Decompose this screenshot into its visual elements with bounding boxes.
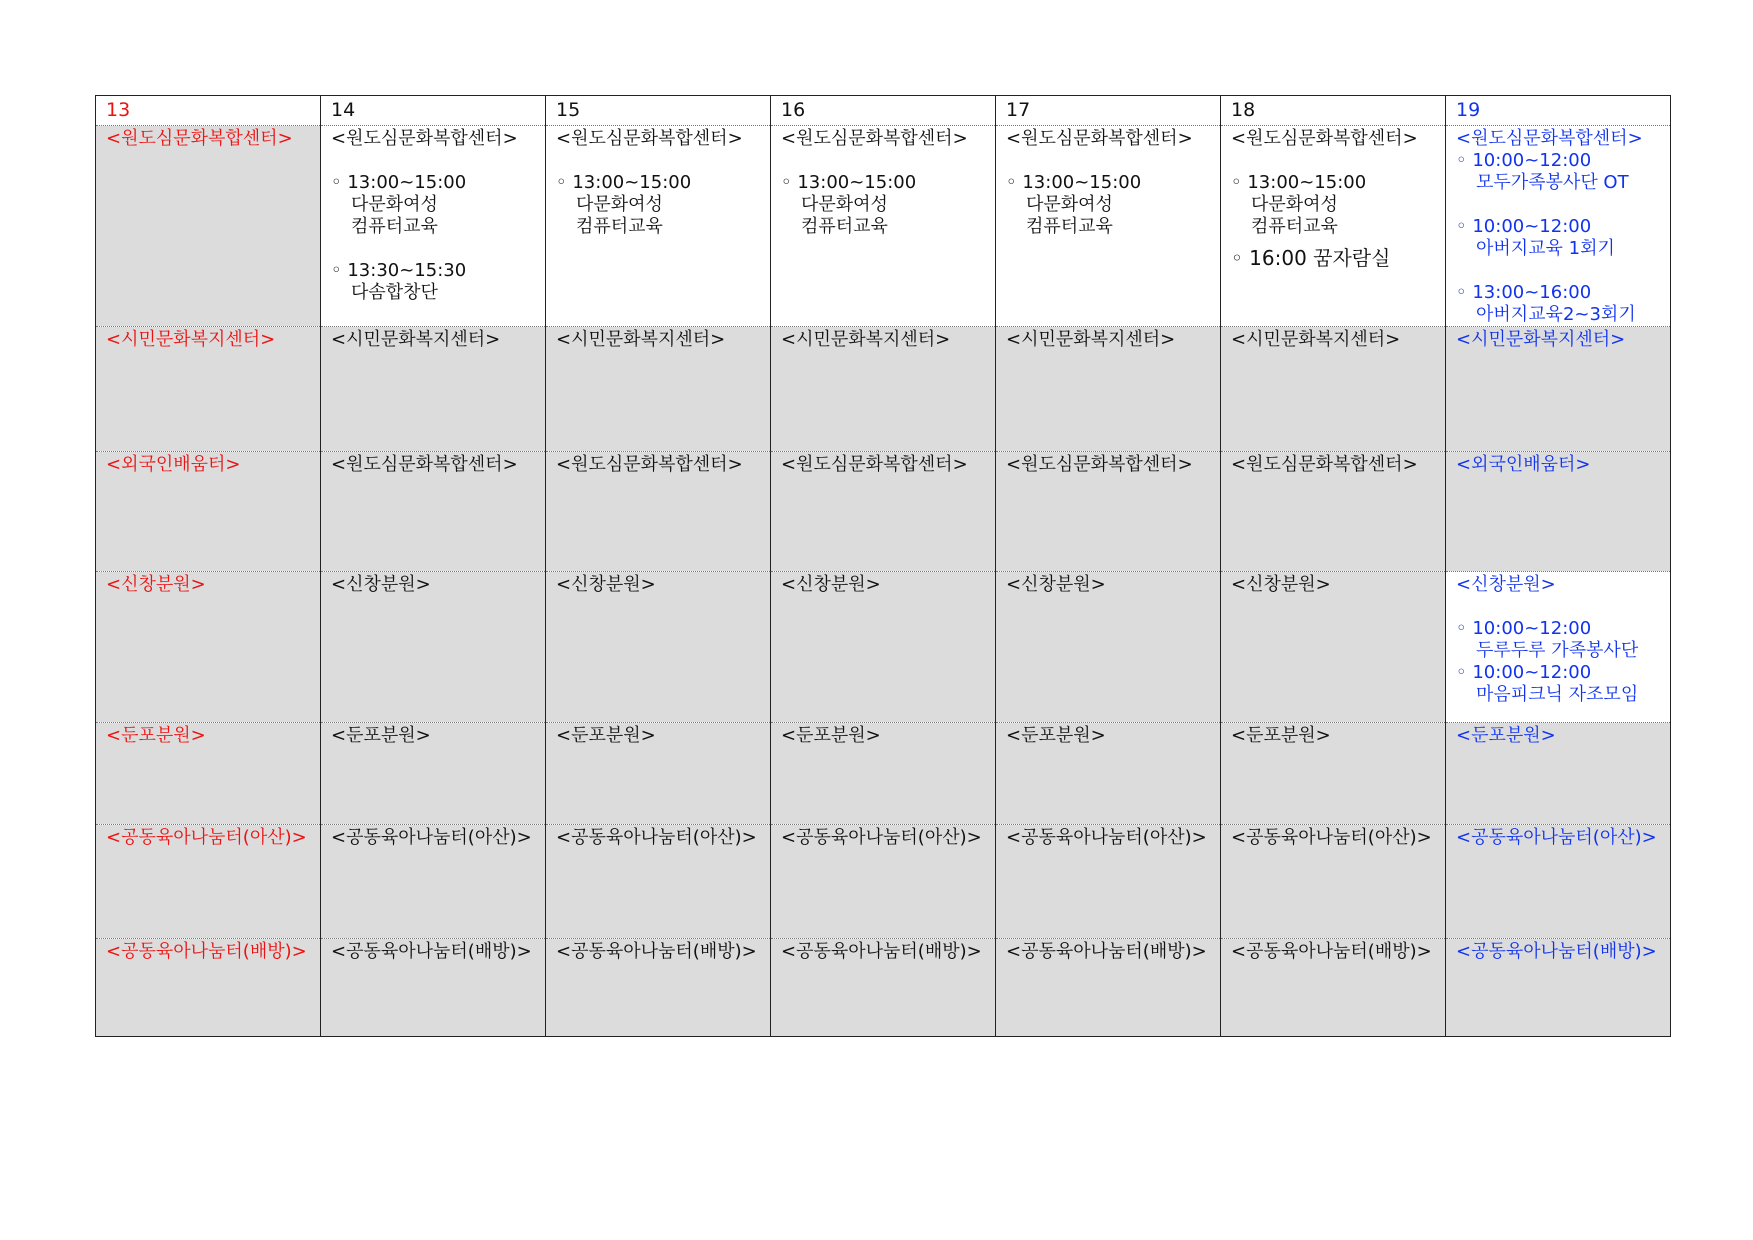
event-title: 마음피크닉 자조모임 — [1476, 684, 1639, 705]
venue-label: <신창분원> — [1456, 574, 1556, 595]
venue-row — [96, 327, 1671, 452]
venue-label: <둔포분원> — [556, 725, 656, 746]
event-title: 모두가족봉사단 OT — [1476, 172, 1629, 193]
schedule-cell — [1446, 452, 1671, 572]
schedule-cell — [321, 723, 546, 825]
venue-label: <공동육아나눔터(배방)> — [106, 941, 307, 962]
event-item — [331, 260, 545, 304]
venue-label: <외국인배움터> — [1456, 454, 1591, 475]
event-time: ◦ 13:00~15:00 — [1006, 172, 1220, 194]
venue-label: <둔포분원> — [1231, 725, 1331, 746]
date-cell: 17 — [996, 96, 1221, 126]
date-header-row — [96, 96, 1671, 126]
venue-label: <원도심문화복합센터> — [781, 454, 968, 475]
event-item — [556, 172, 770, 238]
event-time: ◦ 10:00~12:00 — [1456, 216, 1670, 238]
date-cell: 16 — [771, 96, 996, 126]
schedule-cell — [996, 572, 1221, 723]
venue-label: <공동육아나눔터(아산)> — [1231, 827, 1432, 848]
schedule-cell — [546, 939, 771, 1037]
venue-label: <공동육아나눔터(아산)> — [556, 827, 757, 848]
schedule-cell — [546, 452, 771, 572]
schedule-cell — [321, 572, 546, 723]
event-title: 컴퓨터교육 — [351, 216, 438, 237]
venue-label: <공동육아나눔터(배방)> — [781, 941, 982, 962]
venue-label: <원도심문화복합센터> — [556, 454, 743, 475]
date-cell-sun: 19 — [1446, 96, 1671, 126]
schedule-cell — [771, 327, 996, 452]
venue-label: <공동육아나눔터(배방)> — [556, 941, 757, 962]
schedule-cell — [546, 723, 771, 825]
event-item — [331, 172, 545, 238]
venue-label: <공동육아나눔터(아산)> — [1456, 827, 1657, 848]
event-title: 다문화여성 — [351, 194, 438, 215]
schedule-cell — [996, 825, 1221, 939]
event-time: ◦ 10:00~12:00 — [1456, 662, 1670, 684]
schedule-cell — [321, 126, 546, 327]
schedule-cell — [996, 452, 1221, 572]
event-title: 다문화여성 — [1251, 194, 1338, 215]
date-cell: 14 — [321, 96, 546, 126]
venue-label: <시민문화복지센터> — [1456, 329, 1626, 350]
venue-row — [96, 452, 1671, 572]
schedule-cell — [1221, 126, 1446, 327]
event-time: ◦ 13:30~15:30 — [331, 260, 545, 282]
venue-label: <시민문화복지센터> — [556, 329, 726, 350]
event-item — [1456, 282, 1670, 326]
venue-label: <공동육아나눔터(아산)> — [781, 827, 982, 848]
event-item — [1006, 172, 1220, 238]
event-item — [1456, 618, 1670, 662]
schedule-cell — [321, 939, 546, 1037]
venue-label: <원도심문화복합센터> — [1006, 128, 1193, 149]
date-cell: 15 — [546, 96, 771, 126]
schedule-cell — [321, 452, 546, 572]
event-title: 컴퓨터교육 — [1026, 216, 1113, 237]
event-time: ◦ 13:00~16:00 — [1456, 282, 1670, 304]
schedule-cell — [1446, 939, 1671, 1037]
venue-label: <둔포분원> — [1006, 725, 1106, 746]
schedule-cell — [1446, 126, 1671, 327]
event-title: 컴퓨터교육 — [1251, 216, 1338, 237]
schedule-cell — [1446, 825, 1671, 939]
event-title: 다문화여성 — [1026, 194, 1113, 215]
event-time: ◦ 16:00 꿈자람실 — [1231, 244, 1445, 272]
schedule-cell — [321, 327, 546, 452]
event-item — [1231, 172, 1445, 238]
event-time: ◦ 10:00~12:00 — [1456, 150, 1670, 172]
schedule-cell — [96, 939, 321, 1037]
schedule-cell — [771, 825, 996, 939]
venue-row — [96, 572, 1671, 723]
venue-label: <공동육아나눔터(아산)> — [331, 827, 532, 848]
schedule-cell — [1446, 723, 1671, 825]
schedule-cell — [771, 572, 996, 723]
venue-label: <신창분원> — [556, 574, 656, 595]
venue-label: <신창분원> — [781, 574, 881, 595]
venue-label: <공동육아나눔터(배방)> — [1456, 941, 1657, 962]
venue-label: <공동육아나눔터(배방)> — [1006, 941, 1207, 962]
schedule-cell — [546, 327, 771, 452]
event-title: 두루두루 가족봉사단 — [1476, 640, 1639, 661]
venue-label: <신창분원> — [1006, 574, 1106, 595]
schedule-cell — [546, 572, 771, 723]
event-item — [781, 172, 995, 238]
venue-label: <신창분원> — [331, 574, 431, 595]
schedule-cell — [1221, 452, 1446, 572]
schedule-cell — [96, 126, 321, 327]
venue-label: <원도심문화복합센터> — [1006, 454, 1193, 475]
event-title: 컴퓨터교육 — [801, 216, 888, 237]
date-cell: 18 — [1221, 96, 1446, 126]
venue-label: <원도심문화복합센터> — [781, 128, 968, 149]
schedule-cell — [1221, 572, 1446, 723]
schedule-cell — [1446, 572, 1671, 723]
venue-label: <둔포분원> — [1456, 725, 1556, 746]
venue-label: <공동육아나눔터(배방)> — [331, 941, 532, 962]
schedule-cell — [546, 126, 771, 327]
venue-label: <공동육아나눔터(배방)> — [1231, 941, 1432, 962]
event-title: 아버지교육 1회기 — [1476, 238, 1615, 259]
venue-row — [96, 939, 1671, 1037]
event-title: 아버지교육2~3회기 — [1476, 304, 1636, 325]
schedule-cell — [771, 126, 996, 327]
schedule-cell — [96, 327, 321, 452]
event-title: 다문화여성 — [576, 194, 663, 215]
schedule-cell — [996, 723, 1221, 825]
event-time: ◦ 10:00~12:00 — [1456, 618, 1670, 640]
venue-label: <둔포분원> — [781, 725, 881, 746]
event-item — [1456, 662, 1670, 706]
venue-label: <시민문화복지센터> — [1006, 329, 1176, 350]
schedule-cell — [96, 452, 321, 572]
weekly-schedule-table — [95, 95, 1671, 1037]
venue-label: <공동육아나눔터(아산)> — [1006, 827, 1207, 848]
venue-label: <신창분원> — [106, 574, 206, 595]
venue-label: <시민문화복지센터> — [331, 329, 501, 350]
event-time: ◦ 13:00~15:00 — [556, 172, 770, 194]
event-time: ◦ 13:00~15:00 — [781, 172, 995, 194]
schedule-cell — [1221, 327, 1446, 452]
schedule-cell — [996, 126, 1221, 327]
venue-label: <공동육아나눔터(아산)> — [106, 827, 307, 848]
schedule-cell — [1221, 939, 1446, 1037]
event-item — [1231, 244, 1445, 272]
schedule-cell — [546, 825, 771, 939]
venue-label: <원도심문화복합센터> — [1231, 128, 1418, 149]
schedule-cell — [96, 825, 321, 939]
venue-label: <신창분원> — [1231, 574, 1331, 595]
date-cell-sat: 13 — [96, 96, 321, 126]
event-time: ◦ 13:00~15:00 — [331, 172, 545, 194]
event-item — [1456, 150, 1670, 194]
venue-label: <시민문화복지센터> — [781, 329, 951, 350]
venue-label: <원도심문화복합센터> — [1456, 128, 1643, 149]
event-title: 다솜합창단 — [351, 282, 438, 303]
event-item — [1456, 216, 1670, 260]
venue-label: <둔포분원> — [106, 725, 206, 746]
venue-label: <둔포분원> — [331, 725, 431, 746]
schedule-cell — [771, 723, 996, 825]
venue-row — [96, 126, 1671, 327]
schedule-cell — [1221, 825, 1446, 939]
venue-row — [96, 723, 1671, 825]
schedule-cell — [96, 572, 321, 723]
schedule-cell — [1221, 723, 1446, 825]
schedule-cell — [996, 327, 1221, 452]
venue-label: <시민문화복지센터> — [106, 329, 276, 350]
venue-label: <시민문화복지센터> — [1231, 329, 1401, 350]
event-title: 컴퓨터교육 — [576, 216, 663, 237]
venue-row — [96, 825, 1671, 939]
event-title: 다문화여성 — [801, 194, 888, 215]
venue-label: <원도심문화복합센터> — [331, 454, 518, 475]
schedule-cell — [96, 723, 321, 825]
venue-label: <원도심문화복합센터> — [1231, 454, 1418, 475]
schedule-cell — [996, 939, 1221, 1037]
venue-label: <원도심문화복합센터> — [331, 128, 518, 149]
event-time: ◦ 13:00~15:00 — [1231, 172, 1445, 194]
schedule-cell — [771, 939, 996, 1037]
venue-label: <원도심문화복합센터> — [106, 128, 293, 149]
schedule-cell — [321, 825, 546, 939]
schedule-cell — [771, 452, 996, 572]
schedule-cell — [1446, 327, 1671, 452]
venue-label: <원도심문화복합센터> — [556, 128, 743, 149]
venue-label: <외국인배움터> — [106, 454, 241, 475]
